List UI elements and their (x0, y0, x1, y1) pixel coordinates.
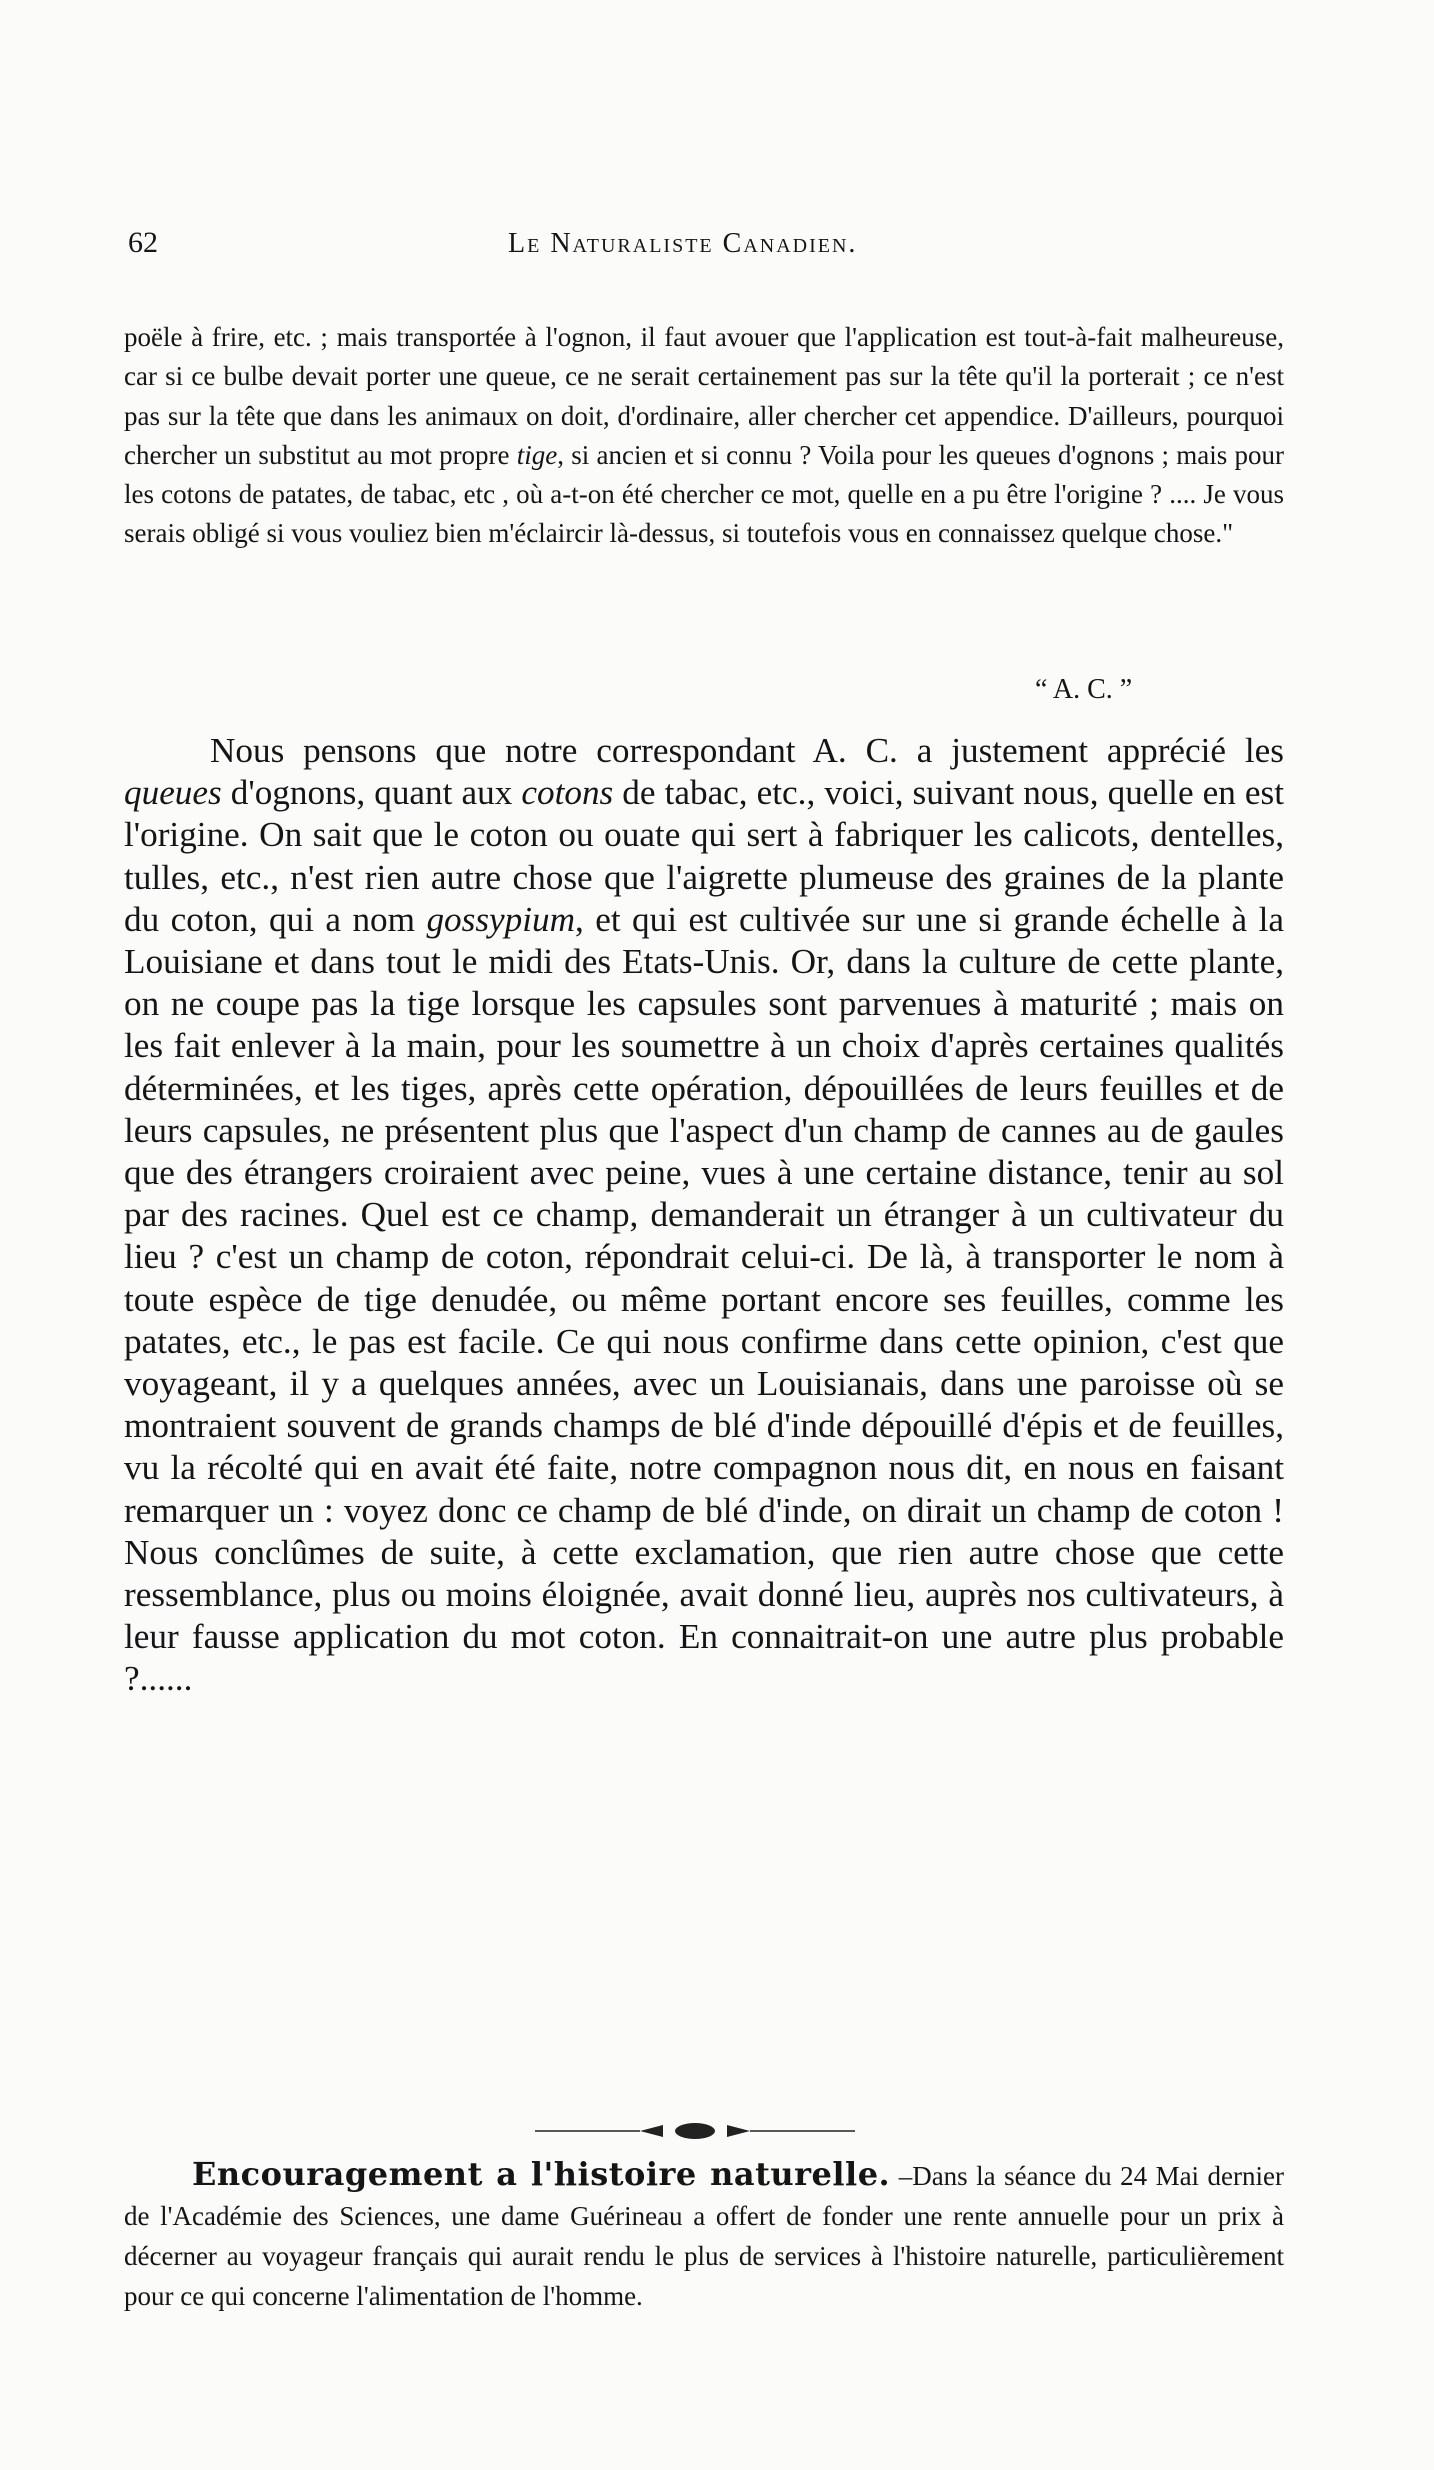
letter-signature: “ A. C. ” (1035, 674, 1133, 705)
main-text-4: , et qui est cultivée sur une si grande échelle à la Louisiane et dans tout le midi des Etats-Unis. Or, dans la culture de cette plante, on ne coupe pas la tige lorsque les capsules sont parvenues à maturité ; mais on les fait enlever à la main, pour les soumettre à un choix d'après certaines qualités déterminées, et les tiges, après cette opération, dépouillées de leurs feuilles et de leurs capsules, ne présentent plus que l'aspect d'un champ de cannes au de gaules que des étrangers croiraient avec peine, vues à une certaine distance, tenir au sol par des racines. Quel est ce champ, demanderait un étranger à un cultivateur du lieu ? c'est un champ de coton, répondrait celui-ci. De là, à transporter le nom à toute espèce de tige denudée, ou même portant encore ses feuilles, comme les patates, etc., le pas est facile. Ce qui nous confirme dans cette opinion, c'est que voyageant, il y a quelques années, avec un Louisianais, dans une paroisse où se montraient souvent de grands champs de blé d'inde dépouillé d'épis et de feuilles, vu la récolté qui en avait été faite, notre compagnon nous dit, en nous en faisant remarquer un : voyez donc ce champ de blé d'inde, on dirait un champ de coton ! Nous conclûmes de suite, à cette exclamation, que rien autre chose que cette ressemblance, plus ou moins éloignée, avait donné lieu, auprès nos cultivateurs, à leur fausse application du mot coton. En connaitrait-on une autre plus probable ?...... (124, 899, 1284, 1699)
news-note-title: Encouragement a l'histoire naturelle. (192, 2155, 891, 2193)
news-note-paragraph (124, 2154, 1284, 2316)
quote-emphasis-tige: tige (516, 439, 558, 470)
quote-text-1: poële à frire, etc. ; mais transportée à l'ognon, il faut avouer que l'application est tout-à-fait malheureuse, car si ce bulbe devait porter une queue, ce ne serait certainement pas sur la tête qu'il la porterait ; ce n'est pas sur la tête que dans les animaux on doit, d'ordinaire, aller chercher cet appendice. D'ailleurs, pourquoi chercher un substitut au mot propre (124, 322, 1284, 470)
quoted-letter-paragraph (124, 318, 1284, 554)
page-header (128, 226, 1280, 272)
main-text-2: d'ognons, quant aux (221, 773, 522, 813)
main-text-1: Nous pensons que notre correspondant A. C. a justement apprécié les (210, 731, 1284, 770)
news-note (124, 2154, 1284, 2316)
main-paragraph (124, 730, 1284, 1701)
running-title: Le Naturaliste Canadien. (508, 228, 858, 259)
emphasis-queues: queues (124, 773, 222, 813)
quoted-letter (124, 318, 1284, 554)
main-text-3: de tabac, etc., voici, suivant nous, quelle en est l'origine. On sait que le coton ou ouate qui sert à fabriquer les calicots, dentelles, tulles, etc., n'est rien autre chose que l'aigrette plumeuse des graines de la plante du coton, qui a nom (124, 773, 1285, 939)
main-paragraph-text (124, 730, 1284, 1701)
news-note-body: –Dans la séance du 24 Mai dernier de l'Académie des Sciences, une dame Guérineau a offert de fonder une rente annuelle pour un prix à décerner au voyageur français qui aurait rendu le plus de services à l'histoire naturelle, particulièrement pour ce qui concerne l'alimentation de l'homme. (124, 2161, 1284, 2311)
section-divider-ornament (535, 2119, 855, 2143)
emphasis-gossypium: gossypium (426, 899, 576, 939)
page-number: 62 (128, 226, 158, 259)
emphasis-cotons: cotons (521, 773, 614, 813)
quote-text-2: , si ancien et si connu ? Voila pour les queues d'ognons ; mais pour les cotons de patates, de tabac, etc , où a-t-on été chercher ce mot, quelle en a pu être l'origine ? .... Je vous serais obligé si vous vouliez bien m'éclaircir là-dessus, si toutefois vous en connaissez quelque chose." (124, 439, 1284, 549)
